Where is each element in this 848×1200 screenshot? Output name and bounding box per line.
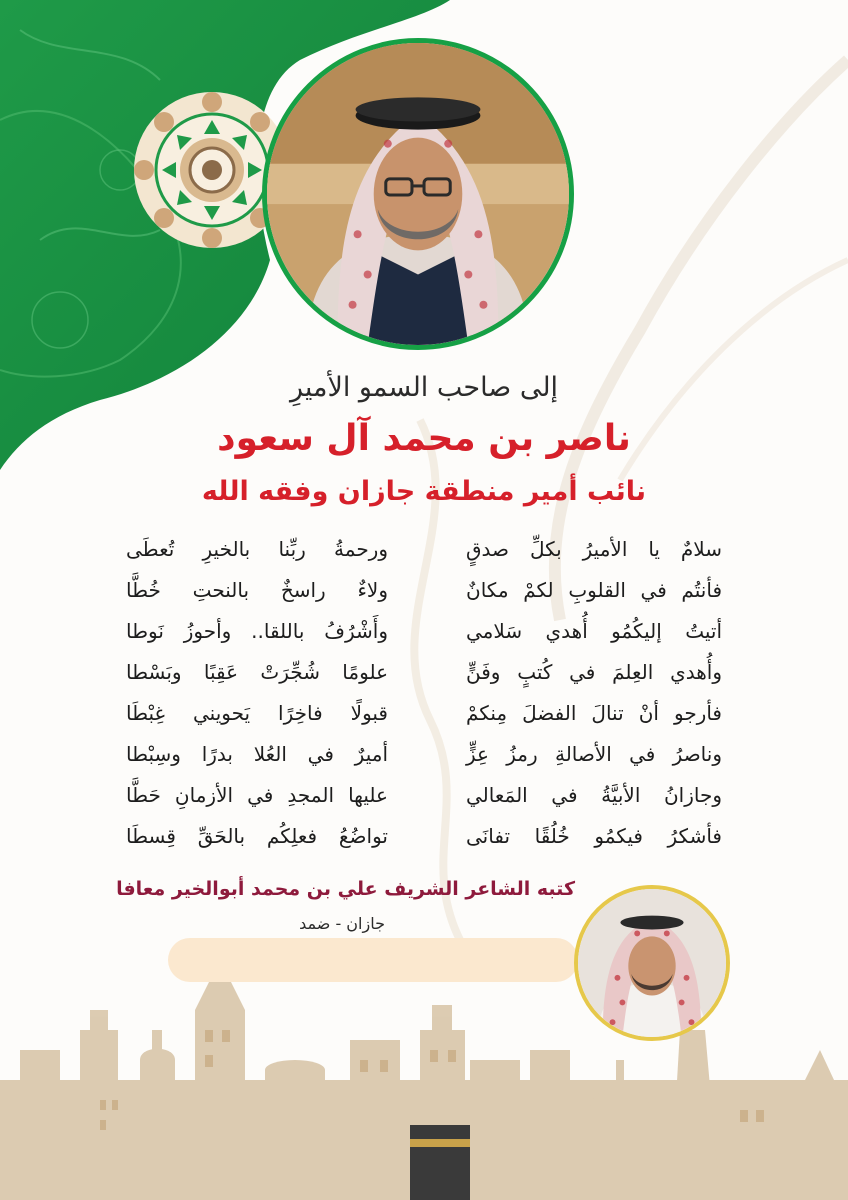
poem-left-column [126, 537, 388, 865]
author-place: جازان - ضمد [299, 914, 385, 933]
poem-verse: فأشكرُ فيكمُو خُلُقًا تفانَى [466, 824, 722, 848]
poet-photo [578, 889, 726, 1037]
poem-verse: وأُهدي العِلمَ في كُتبٍ وفَنٍّ [466, 660, 722, 684]
poem-right-column [466, 537, 722, 865]
poet-portrait [574, 885, 730, 1041]
poem-verse: ولاءٌ راسخٌ بالنحتِ خُطَّا [126, 578, 388, 602]
poem-verse: وناصرُ في الأصالةِ رمزُ عِزٍّ [466, 742, 722, 766]
prince-photo [267, 43, 569, 345]
prince-name: ناصر بن محمد آل سعود [217, 418, 631, 459]
poem-verse: أتيتُ إليكُمُو أُهدي سَلامي [466, 619, 722, 643]
poem-verse: تواضُعُ فعلِكُم بالحَقِّ قِسطَا [126, 824, 388, 848]
poem-verse: ورحمةُ ربِّنا بالخيرِ تُعطَى [126, 537, 388, 561]
poem-verse: علومًا شُجِّرَتْ عَقِبًا وبَسْطا [126, 660, 388, 684]
author-credit: كتبه الشاعر الشريف علي بن محمد أبوالخير معافا [116, 878, 575, 900]
kaaba [410, 1125, 470, 1200]
signature-highlight [168, 938, 578, 982]
address-line: إلى صاحب السمو الأميرِ [289, 372, 559, 403]
prince-portrait [262, 38, 574, 350]
prince-title: نائب أمير منطقة جازان وفقه الله [201, 476, 647, 507]
poem-verse: عليها المجدِ في الأزمانِ حَطَّا [126, 783, 388, 807]
poem-verse: وجازانُ الأبيَّةُ في المَعالي [466, 783, 722, 807]
poem-verse: وأَشْرُفُ باللقا.. وأحوزُ نَوطا [126, 619, 388, 643]
poem-verse: سلامٌ يا الأميرُ بكلِّ صدقٍ [466, 537, 722, 561]
poem-verse: قبولًا فاخِرًا يَحويني غِبْطَا [126, 701, 388, 725]
poem-verse: فأنتُم في القلوبِ لكمْ مكانٌ [466, 578, 722, 602]
poem-verse: أميرٌ في العُلا بدرًا وسِبْطا [126, 742, 388, 766]
poem-verse: فأرجو أنْ تنالَ الفضلَ مِنكمْ [466, 701, 722, 725]
